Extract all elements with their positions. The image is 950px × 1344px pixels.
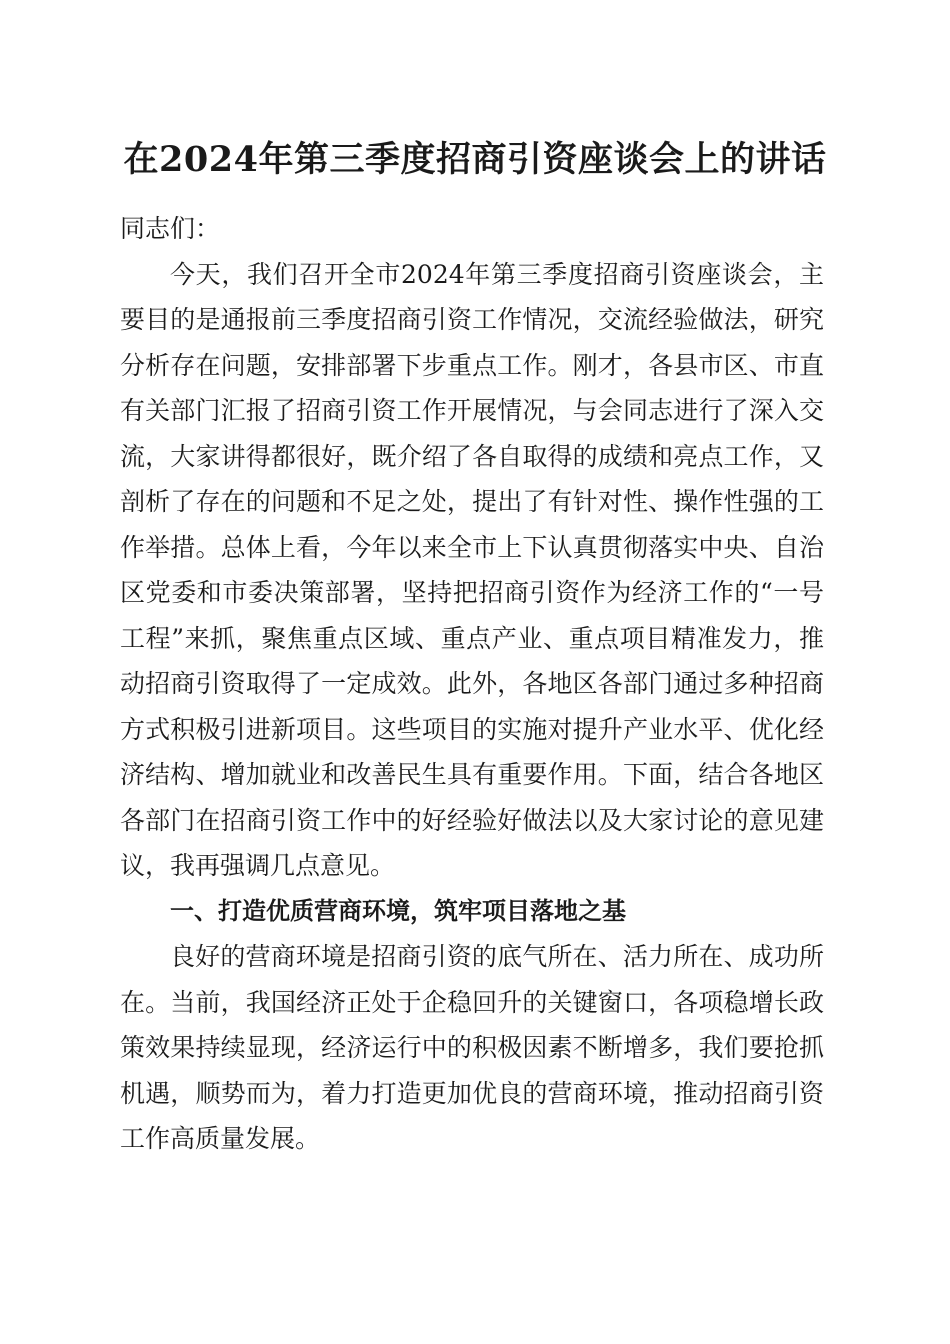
salutation: 同志们： [120,214,221,243]
document-body [120,206,824,1162]
paragraph-intro: 今天，我们召开全市2024年第三季度招商引资座谈会，主要目的是通报前三季度招商引资工作情况，交流经验做法，研究分析存在问题，安排部署下步重点工作。刚才，各县市区、市直有关部门汇报了招商引资工作开展情况，与会同志进行了深入交流，大家讲得都很好，既介绍了各自取得的成绩和亮点工作，又剖析了存在的问题和不足之处，提出了有针对性、操作性强的工作举措。总体上看，今年以来全市上下认真贯彻落实中央、自治区党委和市委决策部署，坚持把招商引资作为经济工作的“一号工程”来抓，聚焦重点区域、重点产业、重点项目精准发力，推动招商引资取得了一定成效。此外，各地区各部门通过多种招商方式积极引进新项目。这些项目的实施对提升产业水平、优化经济结构、增加就业和改善民生具有重要作用。下面，结合各地区各部门在招商引资工作中的好经验好做法以及大家讨论的意见建议，我再强调几点意见。 [120,259,824,880]
paragraph-section-1: 良好的营商环境是招商引资的底气所在、活力所在、成功所在。当前，我国经济正处于企稳回升的关键窗口，各项稳增长政策效果持续显现，经济运行中的积极因素不断增多，我们要抢抓机遇，顺势而为，着力打造更加优良的营商环境，推动招商引资工作高质量发展。 [120,942,824,1153]
document-title: 在2024年第三季度招商引资座谈会上的讲话 [123,139,827,180]
section-heading-1: 一、打造优质营商环境，筑牢项目落地之基 [170,896,626,925]
